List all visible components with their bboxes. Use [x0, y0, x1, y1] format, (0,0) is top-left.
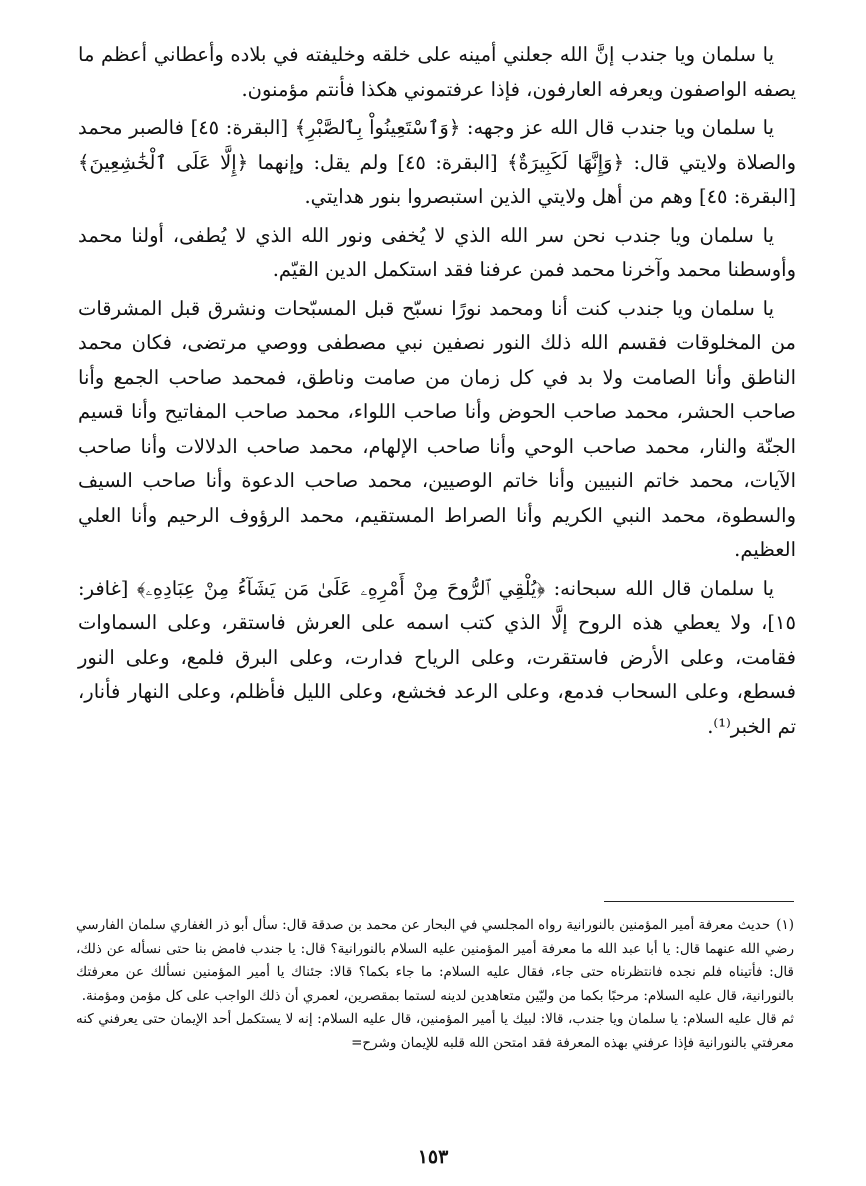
footnote-separator [604, 901, 794, 902]
paragraph-3: يا سلمان ويا جندب نحن سر الله الذي لا يُخفى ونور الله الذي لا يُطفى، أولنا محمد وأوسطنا محمد وآخرنا محمد فمن عرفنا فقد استكمل الدين القيّم. [78, 223, 796, 281]
footnote-marker: (١) [776, 917, 794, 933]
footnote-1-continued: ثم قال عليه السلام: يا سلمان ويا جندب، قالا: لبيك يا أمير المؤمنين، قال عليه السلام: إنه لا يستكمل أحد الإيمان حتى يعرفني كنه معرفتي بالنورانية فإذا عرفني بهذه المعرفة فقد امتحن الله قلبه للإيمان وشرح= [76, 1011, 794, 1051]
paragraph-1: يا سلمان ويا جندب إنَّ الله جعلني أمينه على خلقه وخليفته في بلاده وأعطاني أعظم ما يصفه الواصفون ويعرفه العارفون، فإذا عرفتموني هكذا فأنتم مؤمنون. [78, 43, 796, 101]
footnote-1 [76, 914, 794, 1008]
footnote-text: حديث معرفة أمير المؤمنين بالنورانية رواه المجلسي في البحار عن محمد بن صدقة قال: سأل أبو ذر الغفاري سلمان الفارسي رضي الله عنهما قال: يا أبا عبد الله ما معرفة أمير المؤمنين عليه السلام بالنورانية؟ قال: يا جندب فامض بنا حتى نسأله عن ذلك، قال: فأتيناه فلم نجده فانتظرناه حتى جاء، فقال عليه السلام: ما جاء بكما؟ قالا: جئناك يا أمير المؤمنين نسألك عن معرفتك بالنورانية، قال عليه السلام: مرحبًا بكما من وليّين متعاهدين لدينه لستما بمقصرين، لعمري أن ذلك الواجب على كل مؤمن ومؤمنة. [76, 917, 794, 1004]
main-text [78, 38, 796, 748]
footnotes [76, 914, 794, 1056]
paragraph-4: يا سلمان ويا جندب كنت أنا ومحمد نورًا نسبّح قبل المسبّحات ونشرق قبل المشرقات من المخلوقات فقسم الله ذلك النور نصفين نبي مصطفى ووصي مرتضى، فكان محمد الناطق وأنا الصامت ولا بد في كل زمان من صامت وناطق، فمحمد صاحب الجمع وأنا صاحب الحشر، محمد صاحب الحوض وأنا صاحب اللواء، محمد صاحب المفاتيح وأنا قسيم الجنّة والنار، محمد صاحب الوحي وأنا صاحب الإلهام، محمد صاحب الدلالات وأنا صاحب الآيات، محمد خاتم النبيين وأنا خاتم الوصيين، محمد صاحب الدعوة وأنا صاحب السيف والسطوة، محمد النبي الكريم وأنا الصراط المستقيم، محمد الرؤوف الرحيم وأنا العلي العظيم. [78, 296, 796, 561]
page-number: ١٥٣ [417, 1146, 449, 1168]
paragraph-2: يا سلمان ويا جندب قال الله عز وجهه: ﴿وَٱسْتَعِينُواْ بِٱلصَّبْرِ﴾ [البقرة: ٤٥] فالصبر محمد والصلاة ولايتي قال: ﴿وَإِنَّهَا لَكَبِيرَةٌ﴾ [البقرة: ٤٥] ولم يقل: وإنهما ﴿إِلَّا عَلَى ٱلْخَٰشِعِينَ﴾ [البقرة: ٤٥] وهم من أهل ولايتي الذين استبصروا بنور هدايتي. [78, 116, 796, 208]
paragraph-5: يا سلمان قال الله سبحانه: ﴿يُلْقِي ٱلرُّوحَ مِنْ أَمْرِهِۦ عَلَىٰ مَن يَشَآءُ مِنْ عِبَادِهِۦ﴾ [غافر: ١٥]، ولا يعطي هذه الروح إلَّا الذي كتب اسمه على العرش فاستقر، وعلى السماوات فقامت، وعلى الأرض فاستقرت، وعلى الرياح فدارت، وعلى البرق فلمع، وعلى النور فسطع، وعلى السحاب فدمع، وعلى الرعد فخشع، وعلى الليل فأظلم، وعلى النهار فأنار، تم الخبر⁽¹⁾. [78, 576, 796, 738]
